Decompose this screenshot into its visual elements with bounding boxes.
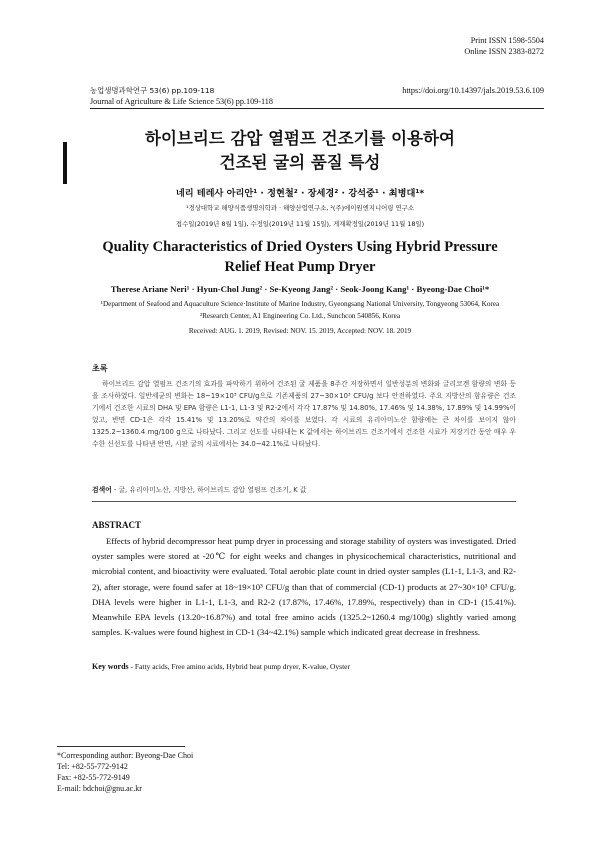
english-keywords-text: - Fatty acids, Free amino acids, Hybrid heat pump dryer, K-value, Oyster — [130, 662, 350, 671]
english-authors: Therese Ariane Neri¹ · Hyun-Chol Jung² · Se-Kyeong Jang² · Seok-Joong Kang¹ · Byeong-Dae Choi¹* — [110, 284, 490, 294]
korean-title-line1: 하이브리드 감압 열펌프 건조기를 이용하여 — [145, 129, 455, 148]
header-rule — [90, 108, 544, 109]
korean-dates: 접수일(2019년 8월 1일), 수정일(2019년 11월 15일), 게재확정일(2019년 11월 18일) — [175, 220, 425, 228]
korean-affiliation: ¹경상대학교 해양식품생명의학과 · 해양산업연구소, ²(주)에이원엔지니어링 연구소 — [185, 204, 415, 212]
journal-korean: 농업생명과학연구 53(6) pp.109-118 — [90, 86, 215, 95]
korean-keywords-label: 검색어 — [92, 486, 112, 494]
footnote — [57, 750, 193, 794]
english-keywords — [92, 662, 350, 671]
english-title-line2: Relief Heat Pump Dryer — [224, 259, 376, 275]
korean-keywords-text: - 굴, 유리아미노산, 지방산, 하이브리드 감압 열펌프 건조기, K 값 — [113, 486, 307, 494]
korean-abstract: 하이브리드 감압 열펌프 건조기의 효과를 파악하기 위하여 건조된 굴 제품을 8주간 저장하면서 일반성분의 변화와 글리코겐 함량의 변화 등을 조사하였다. 일반세균의 변화는 18~19×10³ CFU/g으로 기존제품의 27~30×10³ CFU/g 보다 안전하였다. 주요 지방산의 함유량은 건조기에서 건조한 시료의 DHA 및 EPA 함량은 L1-1, L1-3 및 R2-2에서 각각 17.87% 및 14.80%, 17.46% 및 14.38%, 17.89% 및 14.99%이었고, 반면 CD-1은 각각 15.41% 및 13.20%로 약간의 차이를 보였다. 각 시료의 유리아미노산 함량에는 큰 차이를 보이지 않아 1325.2~1360.4 mg/100 g으로 나타났다. 그리고 선도를 나타내는 K 값에서는 하이브리드 건조기에서 건조한 시료가 저장기간 동안 매우 우수한 신선도를 나타낸 반면, 시판 굴의 시료에서는 34.0~42.1%로 나타났다. — [92, 380, 516, 449]
journal-header — [90, 86, 544, 97]
english-affiliation-2: ²Research Center, A1 Engineering Co. Ltd., Sunchcon 540856, Korea — [199, 312, 401, 320]
author-email[interactable]: E-mail: bdchoi@gnu.ac.kr — [57, 784, 142, 793]
korean-title-line2: 건조된 굴의 품질 특성 — [219, 153, 381, 172]
online-issn: Online ISSN 2383-8272 — [464, 46, 544, 56]
abstract-divider — [92, 501, 516, 502]
english-dates: Received: AUG. 1. 2019, Revised: NOV. 15. 2019, Accepted: NOV. 18. 2019 — [188, 327, 412, 335]
corresponding-author: *Corresponding author: Byeong-Dae Choi — [57, 751, 194, 760]
doi-link[interactable]: https://doi.org/10.14397/jals.2019.53.6.109 — [402, 86, 544, 95]
journal-english: Journal of Agriculture & Life Science 53(6) pp.109-118 — [90, 97, 273, 106]
korean-abstract-heading: 초록 — [92, 364, 108, 373]
english-keywords-label: Key words — [92, 662, 129, 671]
print-issn: Print ISSN 1598-5504 — [470, 36, 544, 45]
english-title-line1: Quality Characteristics of Dried Oysters Using Hybrid Pressure — [102, 239, 498, 255]
korean-keywords — [92, 484, 306, 494]
english-abstract-heading: ABSTRACT — [92, 520, 142, 530]
issn-block — [464, 36, 544, 57]
english-affiliation-1: ¹Department of Seafood and Aquaculture Science·Institute of Marine Industry, Gyeongsang National University, Tongyeong 53064, Korea — [100, 300, 500, 308]
footnote-rule — [57, 746, 185, 747]
author-tel: Tel: +82-55-772-9142 — [57, 762, 128, 771]
korean-authors: 네리 테레사 아리안¹ · 정현철² · 장세경² · 강석중¹ · 최병대¹* — [175, 188, 425, 199]
english-abstract: Effects of hybrid decompressor heat pump dryer in processing and storage stability of oysters was investigated. Dried oyster samples were stored at -20℃ for eight weeks and changes in physicochemical characteristics, nutritional and microbial content, and bioactivity were evaluated. Total aerobic plate count in dried oyster samples (L1-1, L1-3, and R2-2), after storage, were found safer at 18~19×10³ CFU/g than that of commercial (CD-1) products at 27~30×10³ CFU/g. DHA levels were higher in L1-1, L1-3, and R2-2 (17.87%, 17.46%, 17.89%, respectively) than in CD-1 (15.41%). Meanwhile EPA levels (13.20~16.87%) and total free amino acids (1325.2~1260.4 mg/100g) slightly varied among samples. K-values were found highest in CD-1 (34~42.1%) sample which indicated great decrease in freshness. — [92, 536, 516, 638]
author-fax: Fax: +82-55-772-9149 — [57, 773, 130, 782]
